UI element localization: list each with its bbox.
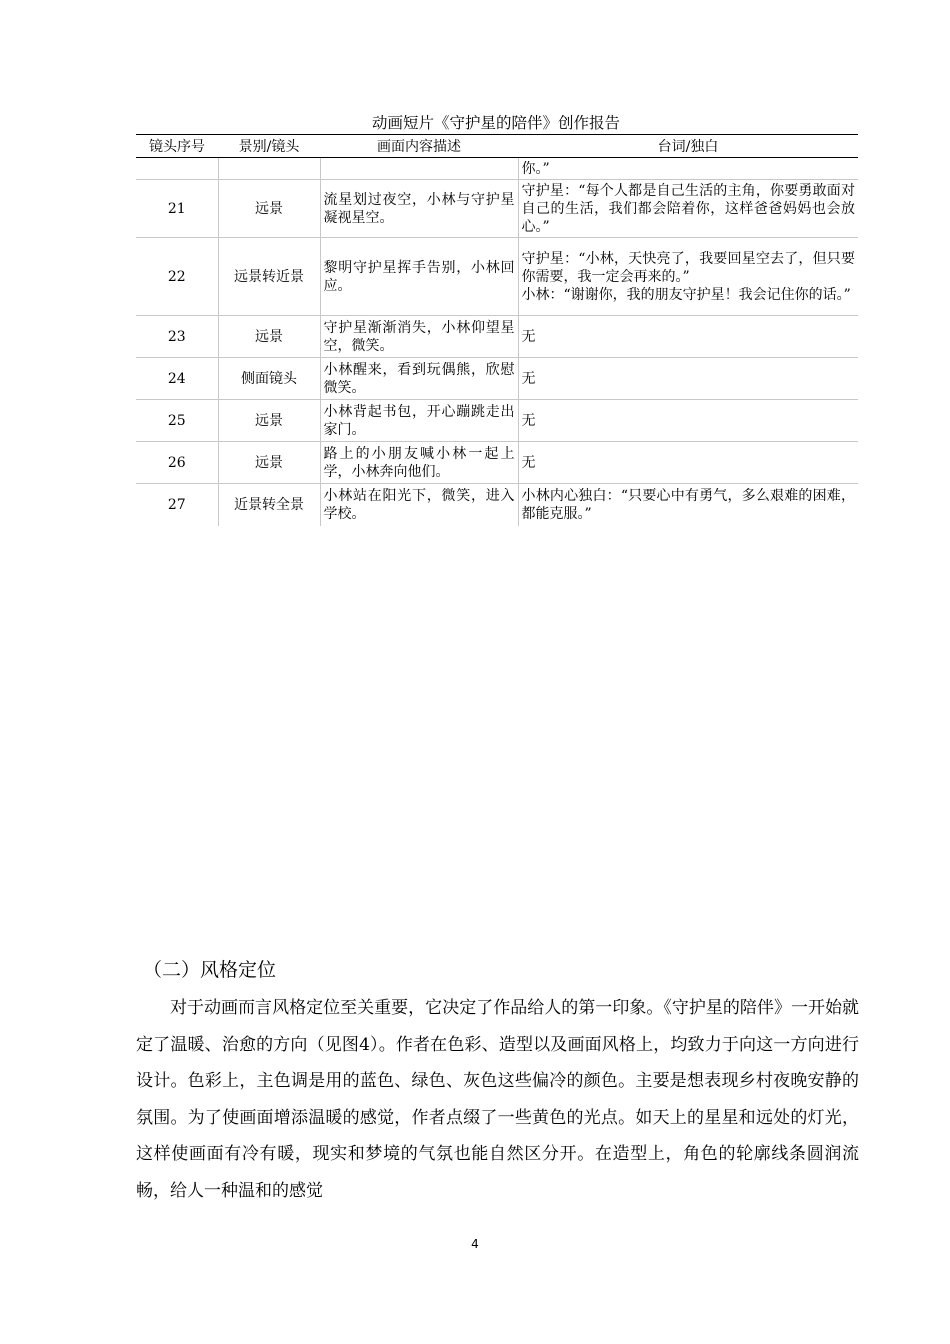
table-caption: 动画短片《守护星的陪伴》创作报告 bbox=[371, 114, 620, 132]
cell-shot-type bbox=[218, 158, 320, 180]
cell-shot-number: 26 bbox=[136, 442, 218, 484]
cell-shot-number bbox=[136, 158, 218, 180]
cell-dialogue: 你。” bbox=[518, 158, 858, 180]
cell-description: 路上的小朋友喊小林一起上学，小林奔向他们。 bbox=[320, 442, 518, 484]
cell-shot-number: 24 bbox=[136, 358, 218, 400]
cell-description: 守护星渐渐消失，小林仰望星空，微笑。 bbox=[320, 316, 518, 358]
cell-dialogue: 守护星：“小林，天快亮了，我要回星空去了，但只要你需要，我一定会再来的。” 小林：“谢谢你，我的朋友守护星！我会记住你的话。” bbox=[518, 238, 858, 316]
table-row bbox=[136, 180, 858, 238]
cell-description: 小林背起书包，开心蹦跳走出家门。 bbox=[320, 400, 518, 442]
header-shot-number: 镜头序号 bbox=[136, 135, 218, 158]
cell-description: 黎明守护星挥手告别，小林回应。 bbox=[320, 238, 518, 316]
cell-dialogue: 无 bbox=[518, 442, 858, 484]
cell-shot-type: 侧面镜头 bbox=[218, 358, 320, 400]
cell-shot-type: 远景 bbox=[218, 442, 320, 484]
cell-description: 流星划过夜空，小林与守护星凝视星空。 bbox=[320, 180, 518, 238]
cell-shot-number: 22 bbox=[136, 238, 218, 316]
table-row bbox=[136, 316, 858, 358]
cell-shot-number: 23 bbox=[136, 316, 218, 358]
body-paragraph: 对于动画而言风格定位至关重要，它决定了作品给人的第一印象。《守护星的陪伴》一开始就定了温暖、治愈的方向（见图4）。作者在色彩、造型以及画面风格上，均致力于向这一方向进行设计。色彩上，主色调是用的蓝色、绿色、灰色这些偏冷的颜色。主要是想表现乡村夜晚安静的氛围。为了使画面增添温暖的感觉，作者点缀了一些黄色的光点。如天上的星星和远处的灯光，这样使画面有冷有暖，现实和梦境的气氛也能自然区分开。在造型上，角色的轮廓线条圆润流畅，给人一种温和的感觉 bbox=[136, 998, 859, 1201]
cell-dialogue: 小林内心独白：“只要心中有勇气，多么艰难的困难，都能克服。” bbox=[518, 484, 858, 526]
table-row bbox=[136, 358, 858, 400]
table-row bbox=[136, 442, 858, 484]
table-header-row bbox=[136, 135, 858, 158]
cell-dialogue: 无 bbox=[518, 316, 858, 358]
cell-description bbox=[320, 158, 518, 180]
section-heading: （二）风格定位 bbox=[143, 959, 277, 981]
cell-description: 小林站在阳光下，微笑，进入学校。 bbox=[320, 484, 518, 526]
table-row bbox=[136, 400, 858, 442]
header-shot-type: 景别/镜头 bbox=[218, 135, 320, 158]
cell-shot-type: 近景转全景 bbox=[218, 484, 320, 526]
cell-dialogue: 无 bbox=[518, 358, 858, 400]
cell-shot-number: 21 bbox=[136, 180, 218, 238]
cell-shot-type: 远景 bbox=[218, 180, 320, 238]
table-row bbox=[136, 238, 858, 316]
cell-shot-type: 远景 bbox=[218, 400, 320, 442]
cell-shot-number: 25 bbox=[136, 400, 218, 442]
page-number: 4 bbox=[471, 1237, 479, 1251]
table-row bbox=[136, 484, 858, 526]
cell-shot-number: 27 bbox=[136, 484, 218, 526]
cell-shot-type: 远景 bbox=[218, 316, 320, 358]
cell-shot-type: 远景转近景 bbox=[218, 238, 320, 316]
header-dialogue: 台词/独白 bbox=[518, 135, 858, 158]
storyboard-table bbox=[136, 134, 858, 526]
table-row bbox=[136, 158, 858, 180]
cell-dialogue: 无 bbox=[518, 400, 858, 442]
cell-dialogue: 守护星：“每个人都是自己生活的主角，你要勇敢面对自己的生活，我们都会陪着你，这样爸爸妈妈也会放心。” bbox=[518, 180, 858, 238]
header-scene-description: 画面内容描述 bbox=[320, 135, 518, 158]
cell-description: 小林醒来，看到玩偶熊，欣慰微笑。 bbox=[320, 358, 518, 400]
